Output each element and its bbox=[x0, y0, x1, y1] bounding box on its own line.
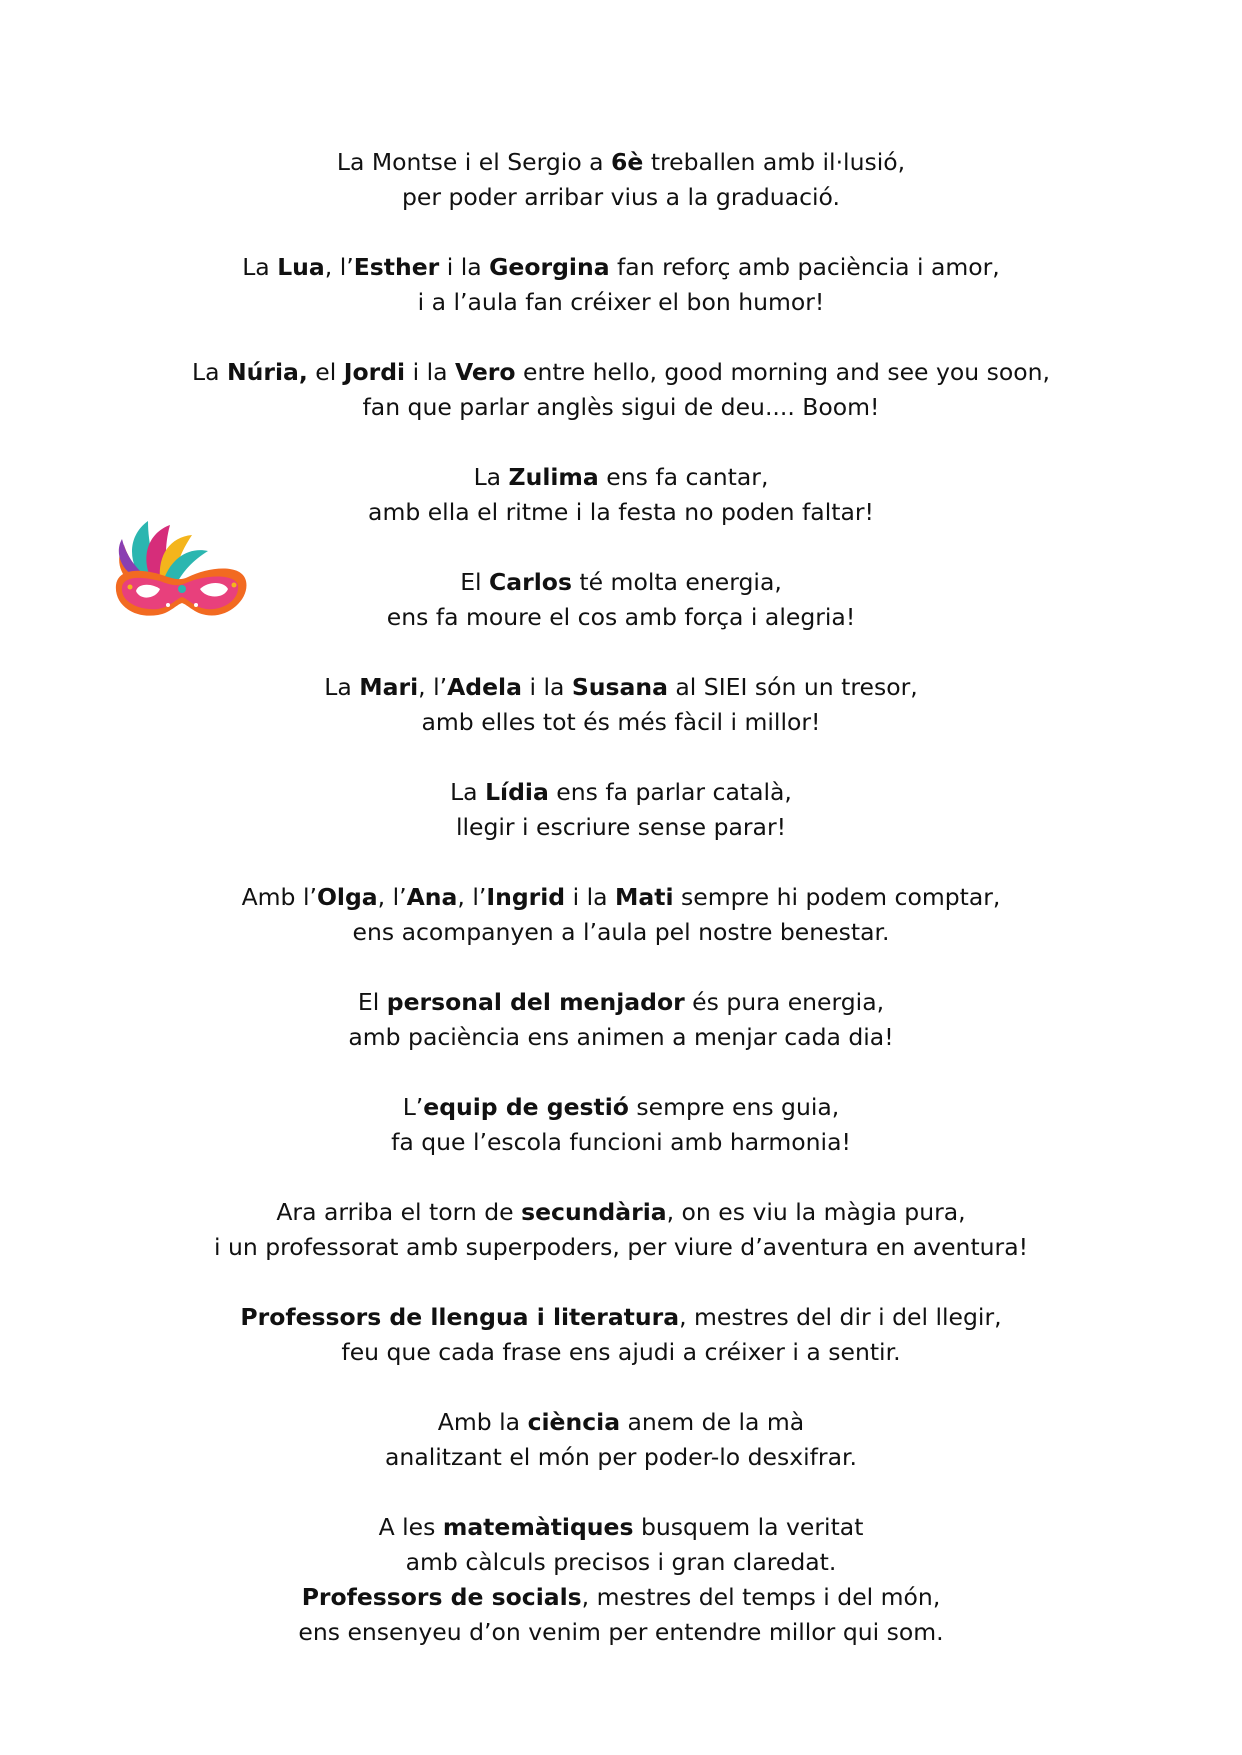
poem-line bbox=[0, 1125, 1242, 1160]
poem-line bbox=[0, 1405, 1242, 1440]
highlighted-name: Professors de llengua i literatura bbox=[240, 1303, 680, 1331]
line-text: ens ensenyeu d’on venim per entendre millor qui som. bbox=[298, 1618, 944, 1646]
poem-line bbox=[0, 705, 1242, 740]
line-text: El bbox=[460, 568, 490, 596]
highlighted-name: Susana bbox=[571, 673, 668, 701]
highlighted-name: equip de gestió bbox=[423, 1093, 629, 1121]
line-text: La bbox=[242, 253, 278, 281]
line-text: La bbox=[473, 463, 509, 491]
poem-stanza bbox=[0, 355, 1242, 425]
line-text: ens acompanyen a l’aula pel nostre benestar. bbox=[352, 918, 890, 946]
line-text: ens fa cantar, bbox=[598, 463, 769, 491]
line-text: A les bbox=[378, 1513, 443, 1541]
poem-line bbox=[0, 145, 1242, 180]
line-text: sempre hi podem comptar, bbox=[673, 883, 1001, 911]
highlighted-name: Núria, bbox=[226, 358, 308, 386]
line-text: , l’ bbox=[324, 253, 354, 281]
line-text: i la bbox=[521, 673, 572, 701]
poem-line bbox=[0, 460, 1242, 495]
line-text: busquem la veritat bbox=[633, 1513, 864, 1541]
highlighted-name: Ingrid bbox=[486, 883, 566, 911]
poem-line bbox=[0, 985, 1242, 1020]
highlighted-name: Olga bbox=[316, 883, 378, 911]
line-text: La Montse i el Sergio a bbox=[336, 148, 612, 176]
line-text: treballen amb il·lusió, bbox=[643, 148, 906, 176]
line-text: el bbox=[307, 358, 344, 386]
line-text: ens fa moure el cos amb força i alegria! bbox=[386, 603, 856, 631]
line-text: feu que cada frase ens ajudi a créixer i a sentir. bbox=[341, 1338, 901, 1366]
line-text: fa que l’escola funcioni amb harmonia! bbox=[391, 1128, 851, 1156]
highlighted-name: Lua bbox=[277, 253, 325, 281]
poem-line bbox=[0, 250, 1242, 285]
poem-line bbox=[0, 915, 1242, 950]
line-text: al SIEI són un tresor, bbox=[667, 673, 918, 701]
poem-stanza bbox=[0, 1510, 1242, 1650]
line-text: Ara arriba el torn de bbox=[276, 1198, 522, 1226]
poem-line bbox=[0, 1615, 1242, 1650]
line-text: ens fa parlar català, bbox=[548, 778, 792, 806]
line-text: anem de la mà bbox=[620, 1408, 805, 1436]
line-text: El bbox=[357, 988, 387, 1016]
poem-line bbox=[0, 1020, 1242, 1055]
line-text: , l’ bbox=[457, 883, 487, 911]
line-text: fan reforç amb paciència i amor, bbox=[609, 253, 1000, 281]
poem-line bbox=[0, 1580, 1242, 1615]
poem-line bbox=[0, 1090, 1242, 1125]
poem-stanza bbox=[0, 670, 1242, 740]
poem-line bbox=[0, 810, 1242, 845]
poem-line bbox=[0, 180, 1242, 215]
line-text: i la bbox=[439, 253, 490, 281]
line-text: , l’ bbox=[418, 673, 448, 701]
highlighted-name: secundària bbox=[521, 1198, 667, 1226]
poem-stanza bbox=[0, 775, 1242, 845]
poem-stanza bbox=[0, 1405, 1242, 1475]
line-text: fan que parlar anglès sigui de deu.... Boom! bbox=[362, 393, 880, 421]
line-text: , on es viu la màgia pura, bbox=[666, 1198, 966, 1226]
line-text: , l’ bbox=[377, 883, 407, 911]
line-text: amb paciència ens animen a menjar cada dia! bbox=[348, 1023, 894, 1051]
poem-line bbox=[0, 390, 1242, 425]
poem-line bbox=[0, 1545, 1242, 1580]
line-text: i un professorat amb superpoders, per viure d’aventura en aventura! bbox=[213, 1233, 1029, 1261]
line-text: La bbox=[450, 778, 486, 806]
poem-stanza bbox=[0, 1195, 1242, 1265]
highlighted-name: Georgina bbox=[489, 253, 610, 281]
line-text: analitzant el món per poder-lo desxifrar. bbox=[385, 1443, 857, 1471]
poem-line bbox=[0, 355, 1242, 390]
poem-stanza bbox=[0, 1300, 1242, 1370]
highlighted-name: Professors de socials bbox=[301, 1583, 582, 1611]
highlighted-name: 6è bbox=[611, 148, 644, 176]
highlighted-name: Mari bbox=[359, 673, 419, 701]
line-text: La bbox=[192, 358, 227, 386]
poem-line bbox=[0, 775, 1242, 810]
highlighted-name: Zulima bbox=[508, 463, 599, 491]
highlighted-name: Carlos bbox=[489, 568, 572, 596]
line-text: L’ bbox=[402, 1093, 424, 1121]
line-text: , mestres del dir i del llegir, bbox=[679, 1303, 1002, 1331]
line-text: , mestres del temps i del món, bbox=[581, 1583, 941, 1611]
line-text: sempre ens guia, bbox=[628, 1093, 840, 1121]
poem-line bbox=[0, 670, 1242, 705]
poem-line bbox=[0, 1510, 1242, 1545]
highlighted-name: ciència bbox=[527, 1408, 621, 1436]
poem-line bbox=[0, 1440, 1242, 1475]
highlighted-name: Adela bbox=[447, 673, 522, 701]
line-text: La bbox=[324, 673, 360, 701]
line-text: i la bbox=[565, 883, 615, 911]
highlighted-name: Ana bbox=[406, 883, 458, 911]
poem-line bbox=[0, 1300, 1242, 1335]
poem-line bbox=[0, 1195, 1242, 1230]
poem-line bbox=[0, 1335, 1242, 1370]
line-text: amb ella el ritme i la festa no poden faltar! bbox=[368, 498, 874, 526]
line-text: Amb la bbox=[437, 1408, 528, 1436]
highlighted-name: matemàtiques bbox=[442, 1513, 634, 1541]
line-text: és pura energia, bbox=[684, 988, 885, 1016]
line-text: entre hello, good morning and see you soon, bbox=[515, 358, 1050, 386]
highlighted-name: Mati bbox=[615, 883, 674, 911]
carnival-mask-icon bbox=[108, 515, 252, 625]
line-text: té molta energia, bbox=[571, 568, 782, 596]
highlighted-name: Esther bbox=[353, 253, 440, 281]
poem-stanza bbox=[0, 250, 1242, 320]
line-text: amb elles tot és més fàcil i millor! bbox=[421, 708, 821, 736]
line-text: i a l’aula fan créixer el bon humor! bbox=[417, 288, 825, 316]
highlighted-name: Vero bbox=[454, 358, 516, 386]
line-text: amb càlculs precisos i gran claredat. bbox=[405, 1548, 837, 1576]
poem-stanza bbox=[0, 1090, 1242, 1160]
poem-stanza bbox=[0, 985, 1242, 1055]
poem-stanza bbox=[0, 880, 1242, 950]
highlighted-name: personal del menjador bbox=[386, 988, 685, 1016]
line-text: Amb l’ bbox=[241, 883, 317, 911]
highlighted-name: Lídia bbox=[485, 778, 549, 806]
poem-line bbox=[0, 880, 1242, 915]
poem-line bbox=[0, 285, 1242, 320]
poem-stanza bbox=[0, 145, 1242, 215]
line-text: i la bbox=[405, 358, 455, 386]
line-text: per poder arribar vius a la graduació. bbox=[402, 183, 840, 211]
line-text: llegir i escriure sense parar! bbox=[455, 813, 787, 841]
poem bbox=[0, 145, 1242, 1685]
poem-line bbox=[0, 1230, 1242, 1265]
highlighted-name: Jordi bbox=[343, 358, 406, 386]
